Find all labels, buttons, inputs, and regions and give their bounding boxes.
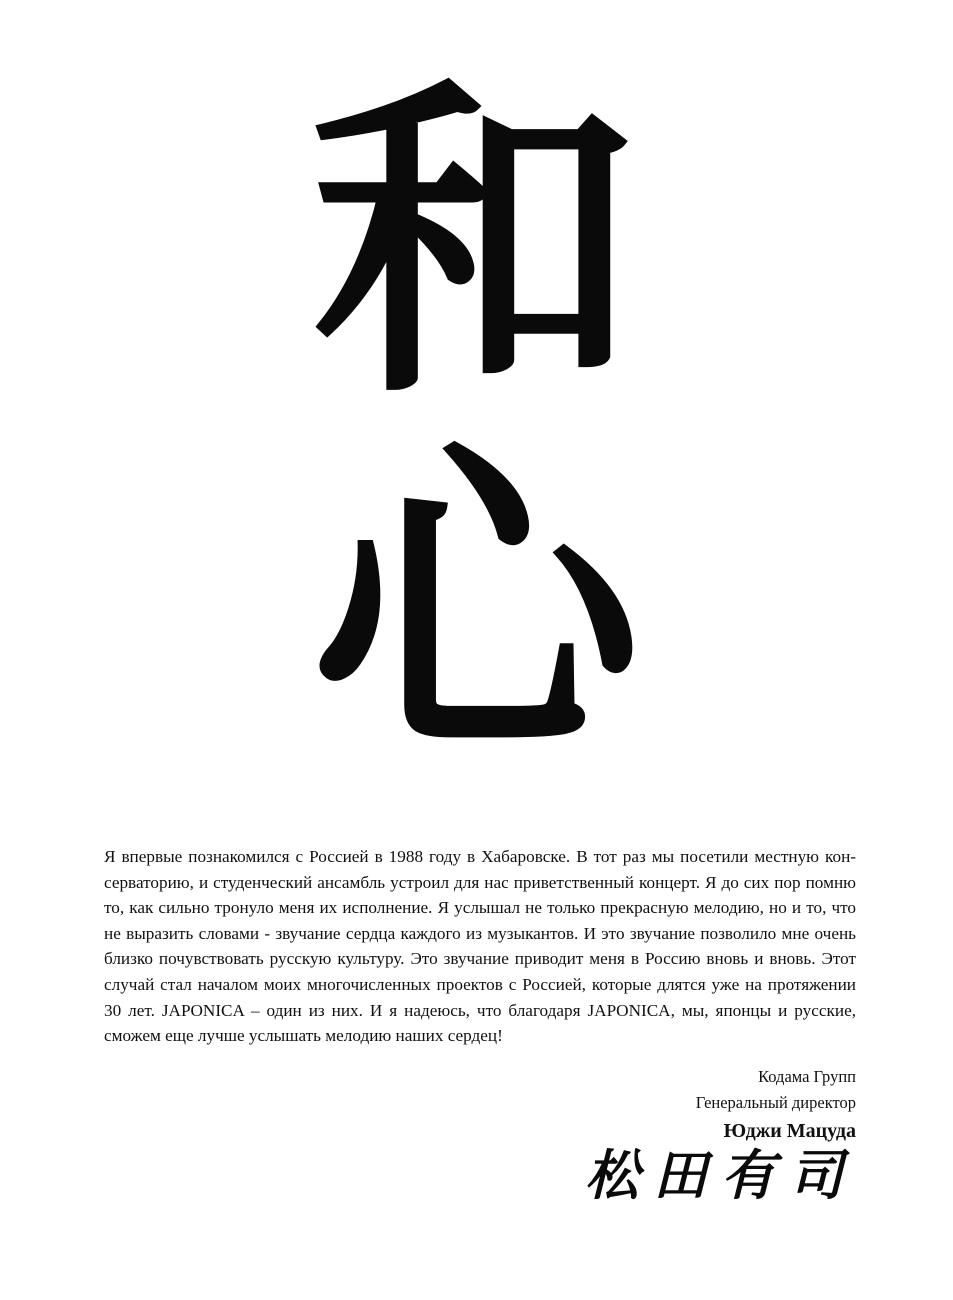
calligraphy-character-kokoro: 心 bbox=[311, 411, 641, 799]
company-name: Кодама Групп bbox=[758, 1067, 856, 1086]
signature-block bbox=[696, 1064, 856, 1146]
message-paragraph: Я впервые познакомился с Россией в 1988 году в Хабаровске. В тот раз мы посетили местную консерваторию, и студенческий ансамбль устроил для нас приветственный концерт. Я до сих пор помню то, как сильно тронуло меня их исполнение. Я услышал не только прекрасную мелодию, но и то, что не выразить словами - звучание сердца каждого из музыкантов. И это звучание позволило мне очень близко почувствовать русскую культуру. Это звучание приводит меня в Россию вновь и вновь. Этот случай стал началом моих многочисленных проектов с Россией, которые длятся уже на протяжении 30 лет. JAPONICA – один из них. И я надеюсь, что благодаря JAPONICA, мы, японцы и русские, сможем еще лучше услышать мелодию наших сердец! bbox=[104, 847, 856, 1046]
calligraphy-character-wa: 和 bbox=[311, 49, 641, 437]
author-name: Юджи Мацуда bbox=[723, 1120, 856, 1142]
handwritten-signature: 松田有司 bbox=[585, 1143, 857, 1207]
author-position: Генеральный директор bbox=[695, 1093, 856, 1112]
